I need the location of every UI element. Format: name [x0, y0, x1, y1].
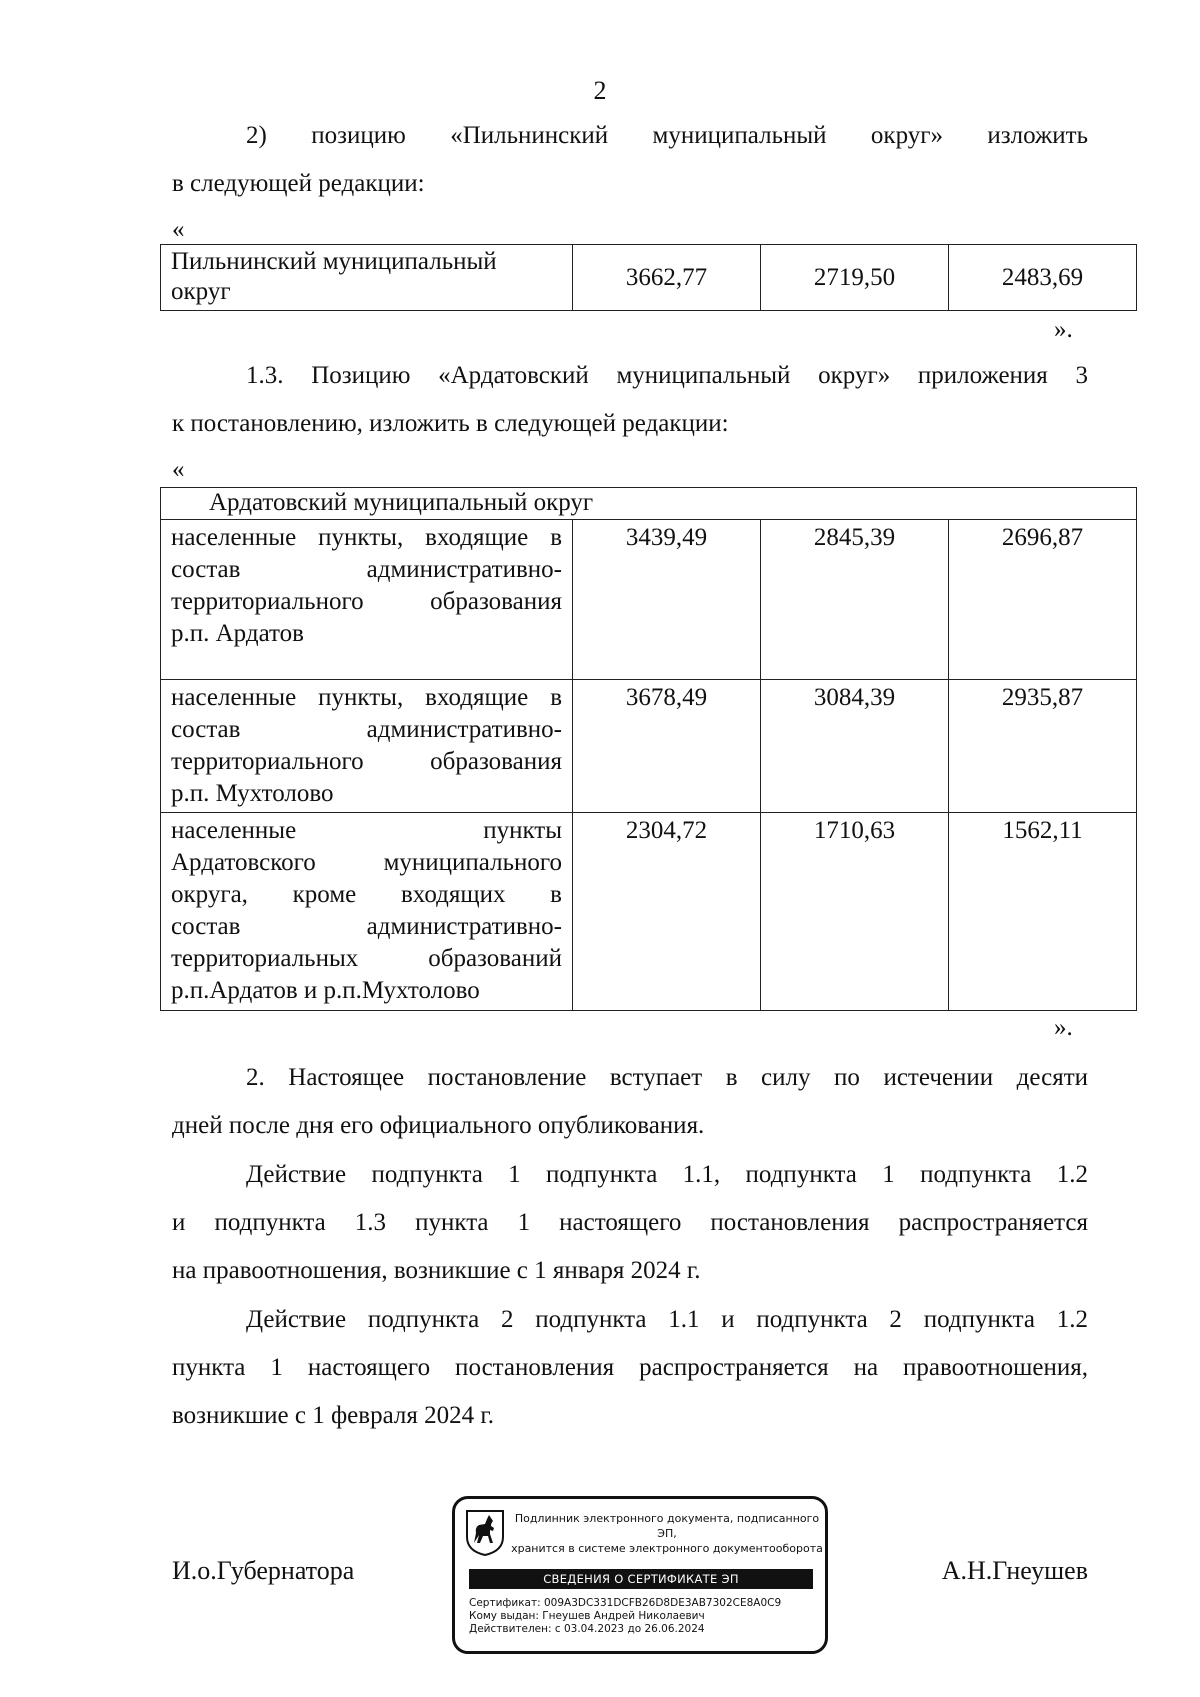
label-line: р.п. Ардатов [171, 620, 304, 647]
close-quote: ». [1054, 316, 1073, 343]
coat-of-arms-icon [465, 1509, 505, 1557]
certificate-serial: Сертификат: 009A3DC331DCFB26D8DE3AB7302CE8A0C9 [469, 1597, 782, 1609]
district-name-line: Пильнинский муниципальный [171, 248, 497, 275]
action-1-line: и подпункта 1.3 пункта 1 настоящего постановления распространяется [172, 1209, 1088, 1236]
para-2-line: 2. Настоящее постановление вступает в силу по истечении десяти [246, 1064, 1088, 1091]
page-number: 2 [593, 76, 607, 105]
pilna-table [160, 244, 1137, 311]
settlement-label-cell [161, 680, 573, 813]
table-row [161, 520, 1137, 680]
value-cell: 2845,39 [761, 520, 949, 680]
label-line: населенные пункты [171, 817, 562, 844]
action-paragraph-2 [172, 1296, 1088, 1440]
open-quote: « [172, 216, 185, 243]
item-1-3-line: к постановлению, изложить в следующей редакции: [172, 410, 729, 437]
action-1-line: Действие подпункта 1 подпункта 1.1, подпункта 1 подпункта 1.2 [246, 1161, 1088, 1188]
settlement-label-cell [161, 813, 573, 1011]
value-cell: 3662,77 [573, 245, 761, 311]
district-header: Ардатовский муниципальный округ [161, 488, 1137, 520]
district-name-cell [161, 245, 573, 311]
table-header-row [161, 488, 1137, 520]
label-line: р.п.Ардатов и р.п.Мухтолово [171, 977, 480, 1004]
signatory-position: И.о.Губернатора [172, 1556, 355, 1585]
value-cell: 2719,50 [761, 245, 949, 311]
stamp-notice [511, 1511, 823, 1556]
label-line: территориальных образований [171, 945, 562, 972]
item-2-line: 2) позицию «Пильнинский муниципальный округ» изложить [246, 122, 1088, 149]
value-cell: 2304,72 [573, 813, 761, 1011]
para-2-line: дней после дня его официального опубликования. [172, 1112, 705, 1139]
para-2 [172, 1054, 1088, 1150]
value-cell: 3439,49 [573, 520, 761, 680]
settlement-label-cell [161, 520, 573, 680]
action-paragraph-1 [172, 1151, 1088, 1295]
label-line: Ардатовского муниципального [171, 849, 562, 876]
value-cell: 3084,39 [761, 680, 949, 813]
label-line: населенные пункты, входящие в [171, 684, 562, 711]
label-line: состав административно- [171, 716, 562, 743]
district-name-line: округ [171, 278, 231, 305]
action-2-line: Действие подпункта 2 подпункта 1.1 и подпункта 2 подпункта 1.2 [246, 1306, 1088, 1333]
action-2-line: возникшие с 1 февраля 2024 г. [172, 1402, 495, 1429]
action-2-line: пункта 1 настоящего постановления распространяется на правоотношения, [172, 1354, 1088, 1381]
certificate-bar: СВЕДЕНИЯ О СЕРТИФИКАТЕ ЭП [469, 1569, 813, 1589]
action-1-line: на правоотношения, возникшие с 1 января 2024 г. [172, 1257, 701, 1284]
stamp-notice-line: хранится в системе электронного документооборота [511, 1542, 823, 1555]
item-1-3-paragraph [172, 352, 1088, 448]
close-quote: ». [1054, 1014, 1073, 1041]
ardatov-table [160, 487, 1137, 1011]
label-line: р.п. Мухтолово [171, 780, 334, 807]
value-cell: 2483,69 [949, 245, 1137, 311]
value-cell: 1562,11 [949, 813, 1137, 1011]
item-2-paragraph [172, 112, 1088, 208]
label-line: состав административно- [171, 556, 562, 583]
e-signature-stamp [452, 1496, 828, 1654]
certificate-validity: Действителен: с 03.04.2023 до 26.06.2024 [469, 1623, 705, 1635]
value-cell: 3678,49 [573, 680, 761, 813]
value-cell: 1710,63 [761, 813, 949, 1011]
value-cell: 2935,87 [949, 680, 1137, 813]
table-row [161, 680, 1137, 813]
label-line: состав административно- [171, 913, 562, 940]
value-cell: 2696,87 [949, 520, 1137, 680]
open-quote: « [172, 456, 185, 483]
label-line: населенные пункты, входящие в [171, 524, 562, 551]
table-row [161, 245, 1137, 311]
label-line: территориального образования [171, 588, 562, 615]
table-row [161, 813, 1137, 1011]
certificate-owner: Кому выдан: Гнеушев Андрей Николаевич [469, 1610, 705, 1622]
item-2-line: в следующей редакции: [172, 170, 425, 197]
item-1-3-line: 1.3. Позицию «Ардатовский муниципальный округ» приложения 3 [246, 362, 1088, 389]
stamp-notice-line: Подлинник электронного документа, подписанного ЭП, [514, 1512, 820, 1540]
signatory-name: А.Н.Гнеушев [941, 1556, 1088, 1585]
certificate-details [469, 1597, 819, 1636]
label-line: территориального образования [171, 748, 562, 775]
label-line: округа, кроме входящих в [171, 881, 562, 908]
